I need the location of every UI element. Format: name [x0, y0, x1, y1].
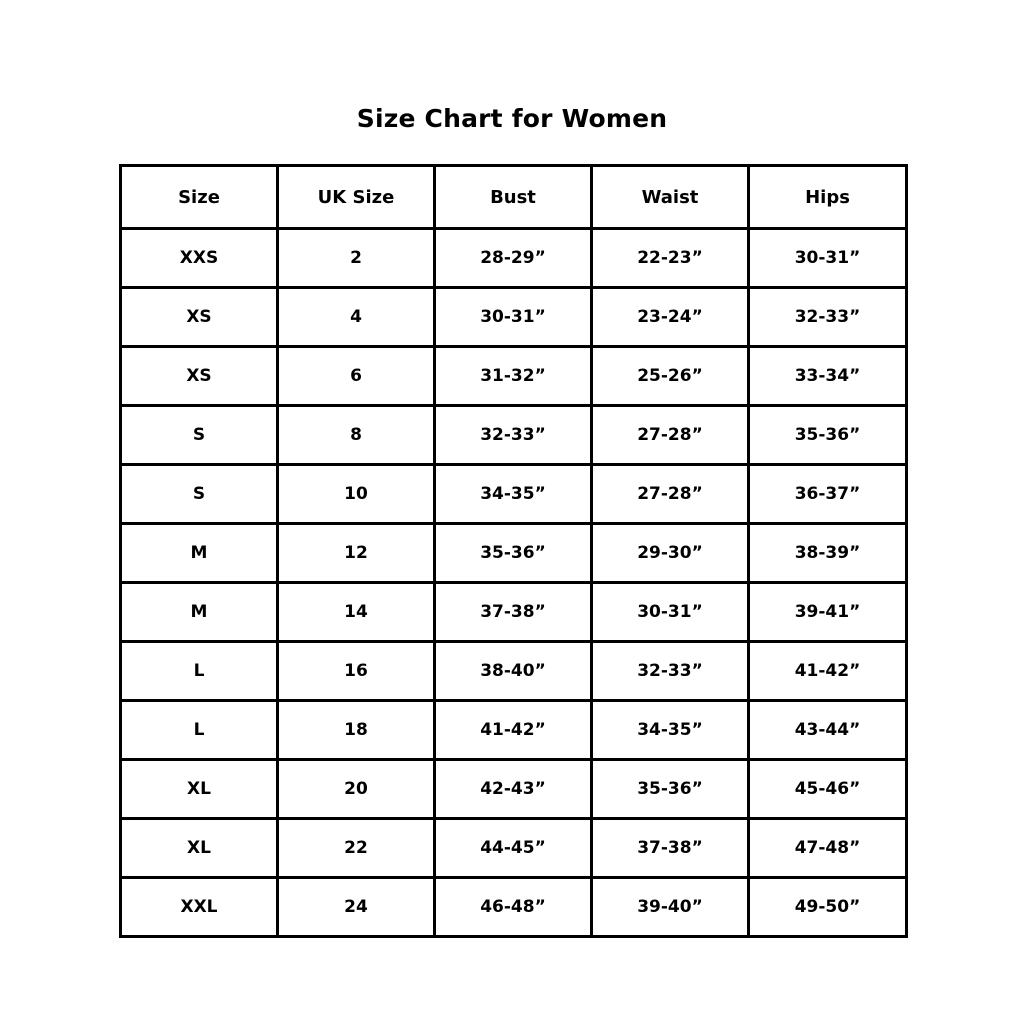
- cell-uk-size: 8: [278, 406, 435, 465]
- cell-waist: 29-30”: [592, 524, 749, 583]
- table-row: [121, 465, 907, 524]
- column-header-bust: Bust: [435, 166, 592, 229]
- cell-uk-size: 18: [278, 701, 435, 760]
- cell-size: XXL: [121, 878, 278, 937]
- cell-hips: 41-42”: [749, 642, 907, 701]
- cell-uk-size: 2: [278, 229, 435, 288]
- cell-size: XXS: [121, 229, 278, 288]
- column-header-uk-size: UK Size: [278, 166, 435, 229]
- cell-hips: 39-41”: [749, 583, 907, 642]
- size-chart-table: [119, 164, 908, 938]
- table-row: [121, 583, 907, 642]
- size-chart-table-wrapper: [119, 164, 905, 938]
- column-header-hips: Hips: [749, 166, 907, 229]
- cell-bust: 41-42”: [435, 701, 592, 760]
- page-title: Size Chart for Women: [356, 104, 668, 133]
- cell-hips: 35-36”: [749, 406, 907, 465]
- cell-hips: 45-46”: [749, 760, 907, 819]
- cell-uk-size: 14: [278, 583, 435, 642]
- cell-size: S: [121, 406, 278, 465]
- cell-bust: 44-45”: [435, 819, 592, 878]
- cell-hips: 32-33”: [749, 288, 907, 347]
- cell-uk-size: 24: [278, 878, 435, 937]
- cell-bust: 31-32”: [435, 347, 592, 406]
- cell-waist: 22-23”: [592, 229, 749, 288]
- table-header-row: [121, 166, 907, 229]
- cell-waist: 25-26”: [592, 347, 749, 406]
- cell-uk-size: 12: [278, 524, 435, 583]
- table-body: [121, 229, 907, 937]
- cell-bust: 37-38”: [435, 583, 592, 642]
- cell-hips: 47-48”: [749, 819, 907, 878]
- cell-waist: 30-31”: [592, 583, 749, 642]
- cell-size: XL: [121, 819, 278, 878]
- cell-hips: 33-34”: [749, 347, 907, 406]
- cell-uk-size: 6: [278, 347, 435, 406]
- column-header-waist: Waist: [592, 166, 749, 229]
- cell-uk-size: 22: [278, 819, 435, 878]
- cell-bust: 32-33”: [435, 406, 592, 465]
- cell-bust: 38-40”: [435, 642, 592, 701]
- table-row: [121, 878, 907, 937]
- table-row: [121, 229, 907, 288]
- table-row: [121, 524, 907, 583]
- cell-uk-size: 20: [278, 760, 435, 819]
- table-row: [121, 701, 907, 760]
- table-row: [121, 406, 907, 465]
- table-row: [121, 760, 907, 819]
- cell-waist: 35-36”: [592, 760, 749, 819]
- cell-waist: 27-28”: [592, 406, 749, 465]
- cell-size: M: [121, 583, 278, 642]
- cell-waist: 34-35”: [592, 701, 749, 760]
- cell-bust: 46-48”: [435, 878, 592, 937]
- cell-uk-size: 16: [278, 642, 435, 701]
- cell-size: XS: [121, 347, 278, 406]
- cell-bust: 35-36”: [435, 524, 592, 583]
- table-header: [121, 166, 907, 229]
- cell-waist: 37-38”: [592, 819, 749, 878]
- cell-uk-size: 10: [278, 465, 435, 524]
- cell-size: S: [121, 465, 278, 524]
- cell-size: M: [121, 524, 278, 583]
- cell-waist: 39-40”: [592, 878, 749, 937]
- cell-hips: 43-44”: [749, 701, 907, 760]
- cell-size: XL: [121, 760, 278, 819]
- cell-size: L: [121, 642, 278, 701]
- cell-bust: 34-35”: [435, 465, 592, 524]
- cell-hips: 38-39”: [749, 524, 907, 583]
- cell-bust: 30-31”: [435, 288, 592, 347]
- cell-size: L: [121, 701, 278, 760]
- column-header-size: Size: [121, 166, 278, 229]
- cell-waist: 32-33”: [592, 642, 749, 701]
- cell-bust: 28-29”: [435, 229, 592, 288]
- cell-hips: 49-50”: [749, 878, 907, 937]
- table-row: [121, 347, 907, 406]
- cell-hips: 30-31”: [749, 229, 907, 288]
- cell-size: XS: [121, 288, 278, 347]
- cell-waist: 23-24”: [592, 288, 749, 347]
- cell-hips: 36-37”: [749, 465, 907, 524]
- table-row: [121, 642, 907, 701]
- table-row: [121, 288, 907, 347]
- cell-waist: 27-28”: [592, 465, 749, 524]
- cell-uk-size: 4: [278, 288, 435, 347]
- table-row: [121, 819, 907, 878]
- cell-bust: 42-43”: [435, 760, 592, 819]
